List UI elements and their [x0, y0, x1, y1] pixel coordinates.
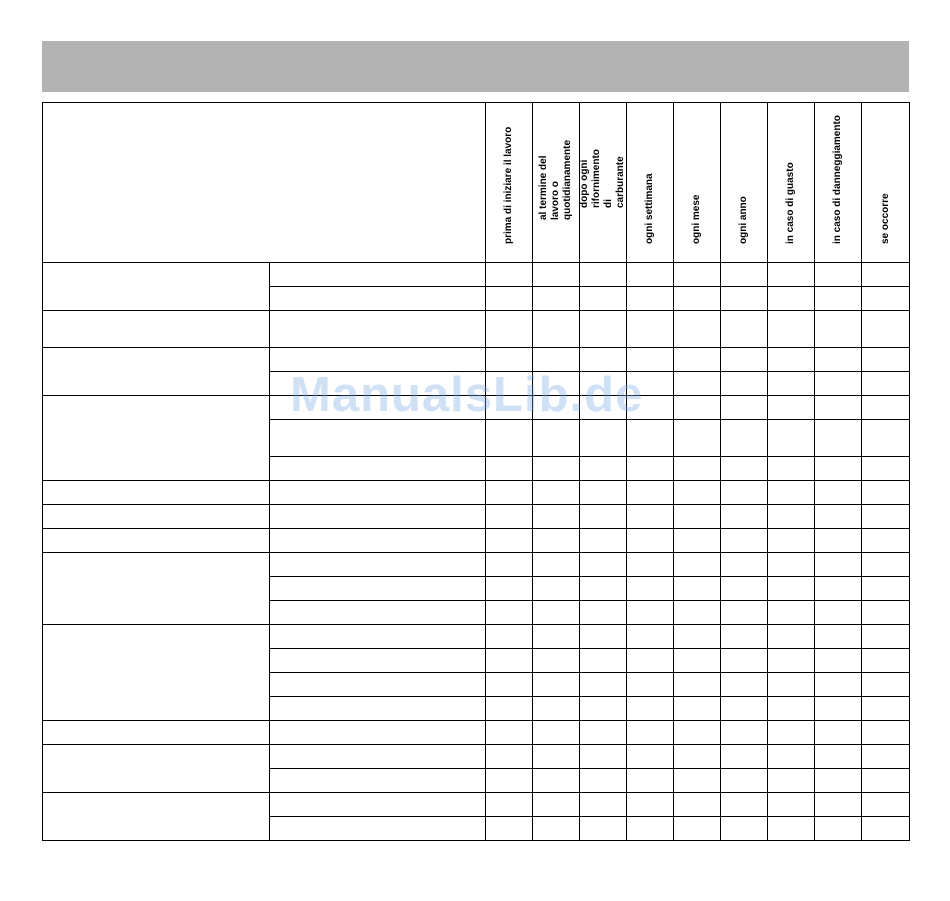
check-cell	[627, 287, 674, 311]
check-cell	[580, 372, 627, 396]
check-cell	[815, 311, 862, 348]
check-cell	[533, 553, 580, 577]
check-cell	[486, 529, 533, 553]
check-cell	[533, 420, 580, 457]
check-cell	[721, 457, 768, 481]
column-header	[768, 103, 815, 263]
check-cell	[486, 287, 533, 311]
check-cell	[533, 601, 580, 625]
check-cell	[486, 697, 533, 721]
check-cell	[674, 553, 721, 577]
check-cell	[721, 311, 768, 348]
sub-item-cell	[270, 457, 486, 481]
check-cell	[862, 287, 910, 311]
column-header-label: se occorre	[879, 193, 891, 244]
check-cell	[815, 793, 862, 817]
maintenance-table	[42, 102, 910, 841]
sub-item-cell	[270, 396, 486, 420]
sub-item-cell	[270, 263, 486, 287]
sub-item-cell	[270, 793, 486, 817]
sub-item-cell	[270, 625, 486, 649]
check-cell	[862, 529, 910, 553]
check-cell	[674, 457, 721, 481]
check-cell	[486, 625, 533, 649]
check-cell	[674, 311, 721, 348]
check-cell	[580, 553, 627, 577]
check-cell	[627, 649, 674, 673]
check-cell	[674, 673, 721, 697]
check-cell	[862, 673, 910, 697]
check-cell	[721, 505, 768, 529]
group-cell	[43, 625, 270, 721]
check-cell	[721, 817, 768, 841]
table-body	[43, 263, 910, 841]
header-blank-cell	[43, 103, 486, 263]
sub-item-cell	[270, 420, 486, 457]
table-row	[43, 396, 910, 420]
check-cell	[815, 481, 862, 505]
check-cell	[768, 505, 815, 529]
group-cell	[43, 311, 270, 348]
check-cell	[815, 553, 862, 577]
check-cell	[674, 372, 721, 396]
check-cell	[768, 396, 815, 420]
check-cell	[768, 745, 815, 769]
check-cell	[862, 396, 910, 420]
check-cell	[815, 396, 862, 420]
check-cell	[862, 697, 910, 721]
check-cell	[815, 457, 862, 481]
check-cell	[674, 601, 721, 625]
check-cell	[674, 745, 721, 769]
check-cell	[674, 577, 721, 601]
check-cell	[627, 697, 674, 721]
sub-item-cell	[270, 372, 486, 396]
check-cell	[580, 769, 627, 793]
check-cell	[486, 673, 533, 697]
check-cell	[815, 577, 862, 601]
column-header	[674, 103, 721, 263]
check-cell	[721, 769, 768, 793]
table-row	[43, 625, 910, 649]
check-cell	[768, 601, 815, 625]
table-row	[43, 721, 910, 745]
sub-item-cell	[270, 577, 486, 601]
check-cell	[768, 697, 815, 721]
sub-item-cell	[270, 553, 486, 577]
check-cell	[580, 673, 627, 697]
column-header	[721, 103, 768, 263]
sub-item-cell	[270, 287, 486, 311]
check-cell	[862, 769, 910, 793]
table-row	[43, 505, 910, 529]
check-cell	[862, 817, 910, 841]
check-cell	[533, 625, 580, 649]
check-cell	[862, 649, 910, 673]
check-cell	[768, 721, 815, 745]
check-cell	[580, 311, 627, 348]
group-cell	[43, 745, 270, 793]
check-cell	[768, 577, 815, 601]
check-cell	[486, 553, 533, 577]
check-cell	[721, 793, 768, 817]
table-row	[43, 348, 910, 372]
check-cell	[721, 649, 768, 673]
check-cell	[580, 263, 627, 287]
check-cell	[533, 287, 580, 311]
column-header-label: ogni mese	[691, 194, 702, 244]
check-cell	[674, 817, 721, 841]
check-cell	[815, 673, 862, 697]
header-bar	[42, 41, 909, 92]
sub-item-cell	[270, 481, 486, 505]
table-row	[43, 553, 910, 577]
check-cell	[768, 311, 815, 348]
check-cell	[580, 625, 627, 649]
check-cell	[533, 769, 580, 793]
check-cell	[486, 420, 533, 457]
check-cell	[627, 673, 674, 697]
check-cell	[580, 457, 627, 481]
check-cell	[674, 481, 721, 505]
check-cell	[674, 263, 721, 287]
check-cell	[721, 553, 768, 577]
check-cell	[815, 263, 862, 287]
check-cell	[815, 601, 862, 625]
check-cell	[721, 263, 768, 287]
check-cell	[533, 649, 580, 673]
check-cell	[862, 457, 910, 481]
sub-item-cell	[270, 649, 486, 673]
sub-item-cell	[270, 673, 486, 697]
check-cell	[580, 649, 627, 673]
check-cell	[627, 505, 674, 529]
check-cell	[862, 348, 910, 372]
check-cell	[674, 396, 721, 420]
column-header-label: ogni anno	[738, 196, 749, 244]
check-cell	[862, 721, 910, 745]
check-cell	[815, 625, 862, 649]
check-cell	[533, 505, 580, 529]
table-row	[43, 481, 910, 505]
table-row	[43, 745, 910, 769]
group-cell	[43, 553, 270, 625]
check-cell	[486, 481, 533, 505]
check-cell	[815, 348, 862, 372]
check-cell	[533, 745, 580, 769]
check-cell	[815, 420, 862, 457]
check-cell	[768, 457, 815, 481]
check-cell	[486, 348, 533, 372]
table-row	[43, 311, 910, 348]
sub-item-cell	[270, 769, 486, 793]
check-cell	[627, 263, 674, 287]
table-row	[43, 529, 910, 553]
check-cell	[721, 697, 768, 721]
check-cell	[768, 420, 815, 457]
check-cell	[580, 793, 627, 817]
check-cell	[768, 817, 815, 841]
check-cell	[721, 577, 768, 601]
header-row	[43, 103, 910, 263]
sub-item-cell	[270, 348, 486, 372]
check-cell	[674, 348, 721, 372]
check-cell	[533, 793, 580, 817]
check-cell	[627, 793, 674, 817]
check-cell	[627, 348, 674, 372]
group-cell	[43, 529, 270, 553]
check-cell	[815, 697, 862, 721]
check-cell	[533, 529, 580, 553]
check-cell	[627, 553, 674, 577]
check-cell	[533, 311, 580, 348]
check-cell	[486, 263, 533, 287]
group-cell	[43, 793, 270, 841]
check-cell	[486, 396, 533, 420]
check-cell	[627, 457, 674, 481]
check-cell	[721, 348, 768, 372]
check-cell	[768, 649, 815, 673]
check-cell	[486, 793, 533, 817]
check-cell	[486, 721, 533, 745]
check-cell	[815, 721, 862, 745]
sub-item-cell	[270, 745, 486, 769]
check-cell	[580, 745, 627, 769]
group-cell	[43, 263, 270, 311]
sub-item-cell	[270, 817, 486, 841]
check-cell	[721, 601, 768, 625]
table-row	[43, 793, 910, 817]
check-cell	[815, 745, 862, 769]
check-cell	[627, 529, 674, 553]
check-cell	[627, 601, 674, 625]
check-cell	[627, 769, 674, 793]
check-cell	[862, 601, 910, 625]
check-cell	[580, 396, 627, 420]
check-cell	[815, 505, 862, 529]
check-cell	[627, 817, 674, 841]
check-cell	[862, 372, 910, 396]
check-cell	[862, 263, 910, 287]
check-cell	[768, 793, 815, 817]
check-cell	[486, 601, 533, 625]
column-header	[533, 103, 580, 263]
group-cell	[43, 348, 270, 396]
check-cell	[721, 625, 768, 649]
check-cell	[768, 673, 815, 697]
sub-item-cell	[270, 505, 486, 529]
check-cell	[533, 372, 580, 396]
check-cell	[486, 649, 533, 673]
check-cell	[486, 311, 533, 348]
check-cell	[862, 481, 910, 505]
check-cell	[815, 372, 862, 396]
check-cell	[721, 481, 768, 505]
check-cell	[674, 505, 721, 529]
check-cell	[533, 481, 580, 505]
check-cell	[580, 529, 627, 553]
check-cell	[486, 372, 533, 396]
check-cell	[862, 577, 910, 601]
group-cell	[43, 505, 270, 529]
check-cell	[533, 348, 580, 372]
check-cell	[721, 745, 768, 769]
check-cell	[674, 420, 721, 457]
check-cell	[768, 481, 815, 505]
check-cell	[674, 625, 721, 649]
check-cell	[580, 697, 627, 721]
check-cell	[627, 577, 674, 601]
check-cell	[533, 817, 580, 841]
check-cell	[486, 745, 533, 769]
check-cell	[815, 817, 862, 841]
column-header-label: dopo ogni rifornimento di carburante	[579, 149, 626, 208]
check-cell	[815, 649, 862, 673]
column-header	[815, 103, 862, 263]
check-cell	[815, 287, 862, 311]
check-cell	[674, 721, 721, 745]
check-cell	[580, 817, 627, 841]
check-cell	[533, 263, 580, 287]
check-cell	[627, 721, 674, 745]
check-cell	[768, 287, 815, 311]
sub-item-cell	[270, 311, 486, 348]
check-cell	[862, 553, 910, 577]
check-cell	[721, 420, 768, 457]
check-cell	[862, 311, 910, 348]
group-cell	[43, 721, 270, 745]
column-header-label: in caso di guasto	[785, 162, 796, 244]
column-header-label: ogni settimana	[644, 173, 655, 244]
column-header-label: prima di iniziare il lavoro	[503, 126, 514, 244]
check-cell	[768, 372, 815, 396]
sub-item-cell	[270, 529, 486, 553]
column-header	[627, 103, 674, 263]
check-cell	[580, 287, 627, 311]
check-cell	[627, 481, 674, 505]
check-cell	[674, 769, 721, 793]
check-cell	[627, 372, 674, 396]
check-cell	[674, 649, 721, 673]
check-cell	[580, 420, 627, 457]
check-cell	[674, 529, 721, 553]
check-cell	[721, 529, 768, 553]
check-cell	[768, 263, 815, 287]
check-cell	[533, 396, 580, 420]
check-cell	[580, 481, 627, 505]
column-header	[862, 103, 910, 263]
check-cell	[721, 372, 768, 396]
check-cell	[721, 673, 768, 697]
check-cell	[674, 697, 721, 721]
check-cell	[674, 793, 721, 817]
column-header-label: in caso di danneggiamento	[832, 115, 843, 244]
check-cell	[627, 396, 674, 420]
sub-item-cell	[270, 721, 486, 745]
check-cell	[674, 287, 721, 311]
check-cell	[862, 745, 910, 769]
check-cell	[627, 625, 674, 649]
check-cell	[580, 601, 627, 625]
check-cell	[862, 793, 910, 817]
check-cell	[486, 817, 533, 841]
check-cell	[627, 745, 674, 769]
watermark: ManualsLib.de	[290, 368, 644, 422]
check-cell	[486, 769, 533, 793]
check-cell	[580, 721, 627, 745]
column-header-label: al termine del lavoro o quotidianamente	[538, 139, 573, 220]
check-cell	[627, 311, 674, 348]
sub-item-cell	[270, 697, 486, 721]
check-cell	[533, 673, 580, 697]
group-cell	[43, 481, 270, 505]
check-cell	[627, 420, 674, 457]
check-cell	[721, 287, 768, 311]
sub-item-cell	[270, 601, 486, 625]
table-row	[43, 263, 910, 287]
column-header	[486, 103, 533, 263]
check-cell	[533, 721, 580, 745]
column-header	[580, 103, 627, 263]
check-cell	[486, 457, 533, 481]
group-cell	[43, 396, 270, 481]
check-cell	[862, 420, 910, 457]
check-cell	[815, 769, 862, 793]
check-cell	[721, 396, 768, 420]
check-cell	[815, 529, 862, 553]
check-cell	[768, 553, 815, 577]
check-cell	[533, 697, 580, 721]
check-cell	[533, 577, 580, 601]
check-cell	[580, 348, 627, 372]
check-cell	[533, 457, 580, 481]
check-cell	[486, 577, 533, 601]
check-cell	[721, 721, 768, 745]
check-cell	[580, 577, 627, 601]
check-cell	[768, 769, 815, 793]
check-cell	[580, 505, 627, 529]
check-cell	[768, 625, 815, 649]
check-cell	[862, 505, 910, 529]
check-cell	[768, 348, 815, 372]
check-cell	[862, 625, 910, 649]
check-cell	[768, 529, 815, 553]
check-cell	[486, 505, 533, 529]
